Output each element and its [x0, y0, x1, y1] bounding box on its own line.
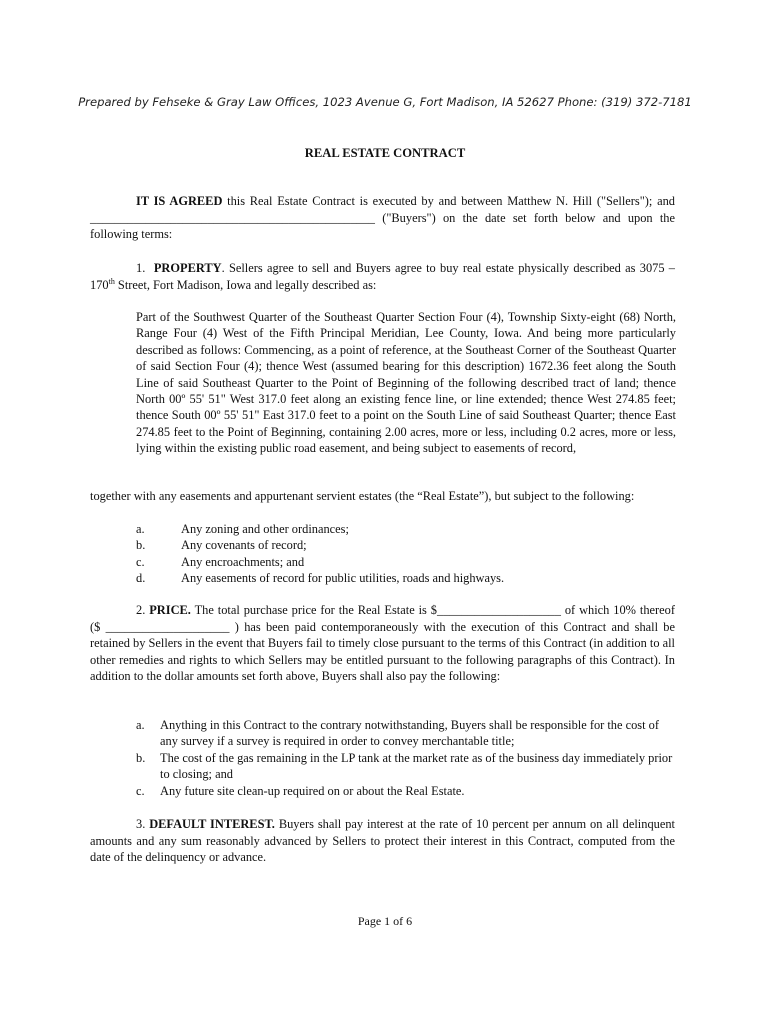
default-interest-number: 3. [136, 817, 146, 831]
price-text: The total purchase price for the Real Estate is $____________________ of which 10% thereof ($ ____________________ ) has been paid contemporaneously with the execution of this Contract and shall be retained by Sellers in the event that Buyers fail to timely close pursuant to the terms of this Contract (in addition to all other remedies and rights to which Sellers may be entitled pursuant to the following paragraphs of this Contract). In addition to the dollar amounts set forth above, Buyers shall also pay the following: [90, 603, 675, 683]
property-ordinal: th [108, 276, 115, 286]
property-paragraph [90, 260, 675, 293]
default-interest-paragraph [90, 816, 675, 866]
price-paragraph [90, 602, 675, 685]
list-item [136, 717, 676, 750]
list-item-label: a. [136, 522, 145, 536]
preparer-header: Prepared by Fehseke & Gray Law Offices, 1023 Avenue G, Fort Madison, IA 52627 Phone: (319) 372-7181 [78, 95, 692, 109]
list-item [90, 537, 675, 553]
intro-paragraph [90, 193, 675, 243]
price-additional-list [136, 717, 676, 799]
property-heading: PROPERTY [153, 261, 222, 275]
list-item-text: The cost of the gas remaining in the LP tank at the market rate as of the business day immediately prior to closing; and [160, 750, 673, 782]
default-interest-heading: DEFAULT INTEREST. [149, 817, 275, 831]
page-number: Page 1 of 6 [357, 914, 413, 928]
list-item-text: Any easements of record for public utilities, roads and highways. [181, 571, 505, 586]
list-item-text: Any zoning and other ordinances; [181, 522, 349, 536]
list-item [90, 554, 675, 570]
list-item-label: b. [136, 750, 146, 765]
list-item [136, 750, 676, 783]
list-item-label: a. [136, 718, 145, 732]
price-number: 2. [136, 603, 146, 617]
property-text-a: . Sellers agree to sell and Buyers agree to buy real estate physically described as 3075 – 170 [90, 261, 676, 292]
property-number: 1. [136, 261, 146, 275]
document-title: REAL ESTATE CONTRACT [304, 146, 466, 160]
intro-lead: IT IS AGREED [136, 194, 223, 208]
list-item-label: c. [136, 554, 145, 569]
together-paragraph: together with any easements and appurtenant servient estates (the “Real Estate”), but subject to the following: [90, 489, 635, 503]
list-item-text: Any future site clean-up required on or about the Real Estate. [160, 783, 465, 798]
legal-description: Part of the Southwest Quarter of the Southeast Quarter Section Four (4), Township Sixty-eight (68) North, Range Four (4) West of the Fifth Principal Meridian, Lee County, Iowa. And being more particularly described as follows: Commencing, as a point of reference, at the Southeast Corner of the Southeast Quarter of said Section Four (4); thence West (assumed bearing for this description) 1672.36 feet along the South Line of said Southeast Quarter to the Point of Beginning of the following described tract of land; thence North 00º 55' 51" West 317.0 feet along an existing fence line, or line extended; thence West 274.85 feet; thence South 00º 55' 51" East 317.0 feet to a point on the South Line of said Southeast Quarter; thence East 274.85 feet to the Point of Beginning, containing 2.00 acres, more or less, including 0.2 acres, more or less, lying within the existing public road easement, and being subject to easements of record, [136, 310, 676, 456]
list-item-label: d. [136, 571, 146, 586]
list-item-text: Any covenants of record; [181, 538, 307, 553]
intro-text: this Real Estate Contract is executed by and between Matthew N. Hill ("Sellers"); and ______________________________________________ ("Buyers") on the date set forth below and upon the following terms: [90, 194, 675, 241]
list-item-text: Any encroachments; and [181, 554, 305, 569]
list-item [90, 570, 675, 586]
list-item [136, 783, 676, 799]
list-item-label: b. [136, 538, 146, 553]
subject-to-list [90, 521, 675, 587]
list-item-label: c. [136, 783, 145, 798]
property-text-b: Street, Fort Madison, Iowa and legally described as: [114, 277, 377, 292]
list-item [90, 521, 675, 537]
default-interest-text: Buyers shall pay interest at the rate of 10 percent per annum on all delinquent amounts and any sum reasonably advanced by Sellers to protect their interest in this Contract, computed from the date of the delinquency or advance. [90, 817, 675, 864]
price-heading: PRICE. [149, 603, 191, 617]
list-item-text: Anything in this Contract to the contrary notwithstanding, Buyers shall be responsible for the cost of any survey if a survey is required in order to convey merchantable title; [160, 718, 659, 749]
